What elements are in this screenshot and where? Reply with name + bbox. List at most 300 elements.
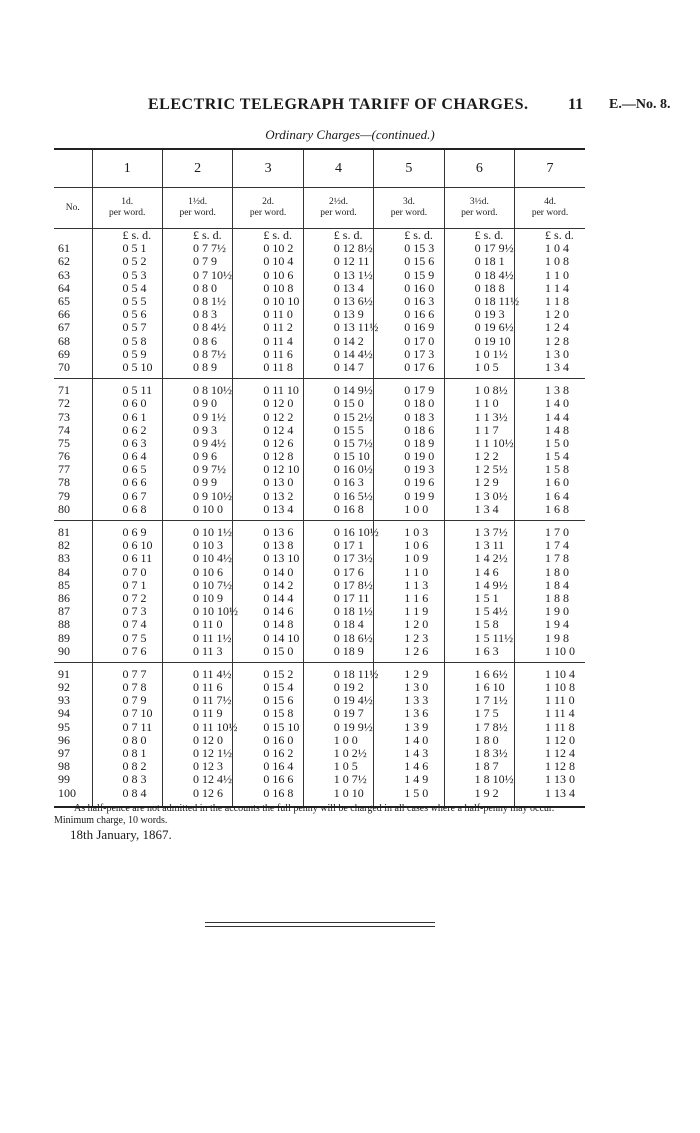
- charge-cell: 1 4 0: [515, 397, 585, 410]
- charge-cell: 0 14 10: [233, 631, 303, 644]
- charge-cell: 0 10 3: [162, 539, 232, 552]
- charge-cell: 1 1 0: [374, 566, 444, 579]
- rate-header: 2d. per word.: [233, 188, 303, 229]
- charge-cell: 1 1 10½: [444, 437, 514, 450]
- charge-cell: 0 16 3: [374, 295, 444, 308]
- charge-cell: 0 16 0: [233, 734, 303, 747]
- units-label: £ s. d.: [444, 229, 514, 243]
- charge-cell: 0 12 8½: [303, 242, 373, 255]
- row-number: 75: [58, 435, 70, 450]
- closing-rule: [205, 922, 435, 923]
- charge-cell: 0 10 1½: [162, 526, 232, 539]
- column-number: 1: [92, 149, 162, 188]
- charge-cell: 0 16 8: [303, 503, 373, 516]
- charge-cell: 1 0 3: [374, 526, 444, 539]
- charge-cell: 0 16 5½: [303, 490, 373, 503]
- row-number: 84: [58, 564, 70, 579]
- charge-cell: 1 1 4: [515, 282, 585, 295]
- charge-cell: 0 8 10½: [162, 384, 232, 397]
- charge-cell: 0 18 3: [374, 410, 444, 423]
- charge-cell: 1 5 4: [515, 450, 585, 463]
- charge-cell: 0 7 9: [162, 255, 232, 268]
- charge-cell: 0 6 4: [92, 450, 162, 463]
- charge-cell: 1 13 4: [515, 787, 585, 800]
- charge-cell: 0 15 10: [233, 721, 303, 734]
- charge-cell: 0 7 11: [92, 721, 162, 734]
- charge-cell: 0 5 8: [92, 335, 162, 348]
- charge-cell: 1 0 9: [374, 552, 444, 565]
- charge-cell: 0 8 1: [92, 747, 162, 760]
- charge-cell: 0 13 2: [233, 490, 303, 503]
- charge-cell: 1 8 3½: [444, 747, 514, 760]
- charge-cell: 1 4 6: [374, 760, 444, 773]
- column-number-blank: [54, 149, 92, 188]
- charge-cell: 1 1 0: [515, 269, 585, 282]
- charge-cell: 0 5 5: [92, 295, 162, 308]
- charge-cell: 0 19 9½: [303, 721, 373, 734]
- charge-cell: 0 10 4½: [162, 552, 232, 565]
- charge-cell: 1 0 10: [303, 787, 373, 800]
- charge-cell: 0 15 2: [233, 668, 303, 681]
- charge-cell: 0 17 8½: [303, 579, 373, 592]
- closing-rule: [205, 926, 435, 927]
- column-number: 3: [233, 149, 303, 188]
- charge-cell: 0 18 8: [444, 282, 514, 295]
- charge-cell: 1 5 0: [374, 787, 444, 800]
- table-row: [54, 526, 585, 539]
- charge-cell: 1 7 4: [515, 539, 585, 552]
- charge-cell: 0 19 2: [303, 681, 373, 694]
- table-row: [54, 631, 585, 644]
- charge-cell: 0 15 10: [303, 450, 373, 463]
- charge-cell: 1 2 9: [444, 476, 514, 489]
- row-number: 70: [58, 359, 70, 374]
- row-number: 100: [58, 785, 76, 800]
- charge-cell: 0 8 0: [92, 734, 162, 747]
- charge-cell: 0 18 6: [374, 424, 444, 437]
- row-number: 89: [58, 630, 70, 645]
- charge-cell: 0 6 6: [92, 476, 162, 489]
- charge-cell: 0 18 4½: [444, 269, 514, 282]
- table-row: [54, 490, 585, 503]
- row-number: 71: [58, 383, 70, 398]
- charge-cell: 0 18 6½: [303, 631, 373, 644]
- charge-cell: 0 11 3: [162, 645, 232, 658]
- charge-cell: 0 17 6: [374, 361, 444, 374]
- charge-cell: 0 10 9: [162, 592, 232, 605]
- charge-cell: 0 17 9: [374, 384, 444, 397]
- row-number: 69: [58, 346, 70, 361]
- charge-cell: 0 5 10: [92, 361, 162, 374]
- charge-cell: 0 17 11: [303, 592, 373, 605]
- table-row: [54, 410, 585, 423]
- charge-cell: 0 15 5: [303, 424, 373, 437]
- row-number: 72: [58, 396, 70, 411]
- table-row: [54, 579, 585, 592]
- charge-cell: 1 11 4: [515, 707, 585, 720]
- charge-cell: 0 8 9: [162, 361, 232, 374]
- charge-cell: 0 6 2: [92, 424, 162, 437]
- table-row: [54, 437, 585, 450]
- charge-cell: 0 11 10: [233, 384, 303, 397]
- charge-cell: 0 10 2: [233, 242, 303, 255]
- charge-cell: 0 7 3: [92, 605, 162, 618]
- charge-cell: 0 17 9½: [444, 242, 514, 255]
- charge-cell: 0 16 10½: [303, 526, 373, 539]
- charge-cell: 1 2 8: [515, 335, 585, 348]
- units-label: £ s. d.: [515, 229, 585, 243]
- charge-cell: 0 18 11½: [303, 668, 373, 681]
- charge-cell: 1 3 3: [374, 694, 444, 707]
- charge-cell: 1 10 0: [515, 645, 585, 658]
- charge-cell: 1 1 6: [374, 592, 444, 605]
- charge-cell: 0 8 6: [162, 335, 232, 348]
- table-row: [54, 282, 585, 295]
- table-row: [54, 681, 585, 694]
- charge-cell: 1 5 8: [515, 463, 585, 476]
- table-row: [54, 503, 585, 516]
- charge-cell: 0 14 4½: [303, 348, 373, 361]
- charge-cell: 0 11 2: [233, 321, 303, 334]
- table-row: [54, 773, 585, 786]
- charge-cell: 0 15 4: [233, 681, 303, 694]
- charge-cell: 0 7 9: [92, 694, 162, 707]
- footnote: As half-pence are not admitted in the accounts the full penny will be charged in all cases where a half-penny may occur. Minimum charge, 10 words.: [54, 803, 555, 826]
- charge-cell: 1 0 2½: [303, 747, 373, 760]
- charge-cell: 0 19 9: [374, 490, 444, 503]
- charge-cell: 1 11 0: [515, 694, 585, 707]
- charge-cell: 1 8 4: [515, 579, 585, 592]
- document-reference: E.—No. 8.: [609, 97, 671, 112]
- charge-cell: 1 0 6: [374, 539, 444, 552]
- row-number: 91: [58, 666, 70, 681]
- charge-cell: 0 13 9: [303, 308, 373, 321]
- charge-cell: 1 2 9: [374, 668, 444, 681]
- charge-cell: 0 13 1½: [303, 269, 373, 282]
- row-number: 67: [58, 320, 70, 335]
- charge-cell: 0 19 6½: [444, 321, 514, 334]
- row-number: 95: [58, 719, 70, 734]
- row-number: 94: [58, 706, 70, 721]
- charge-cell: 0 14 4: [233, 592, 303, 605]
- charge-cell: 0 7 7½: [162, 242, 232, 255]
- charge-cell: 0 14 2: [233, 579, 303, 592]
- table-row: [54, 269, 585, 282]
- charge-cell: 0 12 6: [162, 787, 232, 800]
- table-row: [54, 618, 585, 631]
- charge-cell: 0 18 4: [303, 618, 373, 631]
- table-row: [54, 592, 585, 605]
- charge-cell: 0 19 6: [374, 476, 444, 489]
- charge-cell: 1 4 9½: [444, 579, 514, 592]
- charge-cell: 0 15 0: [233, 645, 303, 658]
- row-number: 97: [58, 746, 70, 761]
- charge-cell: 0 15 7½: [303, 437, 373, 450]
- charge-cell: 0 11 0: [233, 308, 303, 321]
- charge-cell: 1 5 1: [444, 592, 514, 605]
- rate-header: 3½d. per word.: [444, 188, 514, 229]
- table-row: [54, 321, 585, 334]
- row-number: 80: [58, 501, 70, 516]
- charge-cell: 0 17 0: [374, 335, 444, 348]
- row-number: 90: [58, 643, 70, 658]
- column-number: 2: [162, 149, 232, 188]
- charge-cell: 1 11 8: [515, 721, 585, 734]
- charge-cell: 0 11 4: [233, 335, 303, 348]
- row-number: 61: [58, 241, 70, 256]
- charge-cell: 1 8 0: [444, 734, 514, 747]
- row-number: 99: [58, 772, 70, 787]
- table-row: [54, 668, 585, 681]
- row-number: 88: [58, 617, 70, 632]
- charge-cell: 0 7 8: [92, 681, 162, 694]
- charge-cell: 0 7 1: [92, 579, 162, 592]
- row-number: 98: [58, 759, 70, 774]
- table-row: [54, 308, 585, 321]
- charge-cell: 1 0 4: [515, 242, 585, 255]
- charge-cell: 0 15 9: [374, 269, 444, 282]
- charge-cell: 1 0 0: [374, 503, 444, 516]
- page-number: 11: [568, 96, 584, 113]
- charge-cell: 0 16 0½: [303, 463, 373, 476]
- charge-cell: 0 15 0: [303, 397, 373, 410]
- charge-cell: 1 5 0: [515, 437, 585, 450]
- charge-cell: 1 3 0½: [444, 490, 514, 503]
- charge-cell: 0 12 6: [233, 437, 303, 450]
- charge-cell: 0 17 3: [374, 348, 444, 361]
- charge-cell: 0 14 9½: [303, 384, 373, 397]
- charge-cell: 0 18 1½: [303, 605, 373, 618]
- charge-cell: 0 13 6½: [303, 295, 373, 308]
- charge-cell: 0 6 3: [92, 437, 162, 450]
- table-row: [54, 734, 585, 747]
- row-number: 83: [58, 551, 70, 566]
- no-header: No.: [54, 188, 92, 229]
- row-number: 81: [58, 525, 70, 540]
- charge-cell: 1 10 8: [515, 681, 585, 694]
- charge-cell: 0 18 9: [303, 645, 373, 658]
- charge-cell: 0 19 0: [374, 450, 444, 463]
- charge-cell: 1 8 8: [515, 592, 585, 605]
- row-number: 85: [58, 577, 70, 592]
- row-number: 87: [58, 604, 70, 619]
- units-label: £ s. d.: [92, 229, 162, 243]
- row-number: 79: [58, 488, 70, 503]
- charge-cell: 1 6 4: [515, 490, 585, 503]
- charge-cell: 1 7 1½: [444, 694, 514, 707]
- charge-cell: 1 3 9: [374, 721, 444, 734]
- table-row: [54, 361, 585, 374]
- charge-cell: 0 13 4: [303, 282, 373, 295]
- charge-cell: 0 18 0: [374, 397, 444, 410]
- charge-cell: 0 6 10: [92, 539, 162, 552]
- row-number: 73: [58, 409, 70, 424]
- charge-cell: 1 9 2: [444, 787, 514, 800]
- charge-cell: 1 4 2½: [444, 552, 514, 565]
- charge-cell: 0 15 6: [374, 255, 444, 268]
- charge-cell: 1 1 9: [374, 605, 444, 618]
- units-label: £ s. d.: [162, 229, 232, 243]
- row-number: 66: [58, 307, 70, 322]
- charge-cell: 0 14 7: [303, 361, 373, 374]
- charge-cell: 1 0 8: [515, 255, 585, 268]
- charge-cell: 0 5 1: [92, 242, 162, 255]
- charge-cell: 1 3 7½: [444, 526, 514, 539]
- charge-cell: 0 9 0: [162, 397, 232, 410]
- row-number: 82: [58, 538, 70, 553]
- charge-cell: 0 12 3: [162, 760, 232, 773]
- charge-cell: 0 11 10½: [162, 721, 232, 734]
- charge-cell: 0 8 4: [92, 787, 162, 800]
- charge-cell: 1 9 8: [515, 631, 585, 644]
- charge-cell: 0 16 8: [233, 787, 303, 800]
- charge-cell: 0 12 8: [233, 450, 303, 463]
- charge-cell: 1 4 3: [374, 747, 444, 760]
- charge-cell: 0 16 9: [374, 321, 444, 334]
- charge-cell: 0 15 2½: [303, 410, 373, 423]
- table-row: [54, 721, 585, 734]
- charge-cell: 0 18 9: [374, 437, 444, 450]
- charge-cell: 1 6 8: [515, 503, 585, 516]
- charge-cell: 0 15 8: [233, 707, 303, 720]
- charge-cell: 0 15 6: [233, 694, 303, 707]
- row-number: 65: [58, 294, 70, 309]
- charge-cell: 1 12 0: [515, 734, 585, 747]
- charge-cell: 1 1 0: [444, 397, 514, 410]
- charge-cell: 1 0 5: [444, 361, 514, 374]
- charge-cell: 1 4 8: [515, 424, 585, 437]
- units-blank: [54, 229, 92, 243]
- charge-cell: 0 6 11: [92, 552, 162, 565]
- charge-cell: 0 16 0: [374, 282, 444, 295]
- charge-cell: 0 8 4½: [162, 321, 232, 334]
- charge-cell: 1 12 8: [515, 760, 585, 773]
- charge-cell: 0 5 3: [92, 269, 162, 282]
- column-number-row: [54, 149, 585, 188]
- charge-cell: 0 6 5: [92, 463, 162, 476]
- charge-cell: 1 1 8: [515, 295, 585, 308]
- charge-cell: 1 0 7½: [303, 773, 373, 786]
- table-row: [54, 760, 585, 773]
- rate-header: 1d. per word.: [92, 188, 162, 229]
- rate-header: 2½d. per word.: [303, 188, 373, 229]
- charge-cell: 0 6 1: [92, 410, 162, 423]
- charge-cell: 0 9 4½: [162, 437, 232, 450]
- charge-cell: 0 11 6: [233, 348, 303, 361]
- row-number: 64: [58, 280, 70, 295]
- charge-cell: 0 12 2: [233, 410, 303, 423]
- charge-cell: 1 5 8: [444, 618, 514, 631]
- charge-cell: 0 9 3: [162, 424, 232, 437]
- units-label: £ s. d.: [374, 229, 444, 243]
- charge-cell: 0 13 4: [233, 503, 303, 516]
- charge-cell: 1 4 0: [374, 734, 444, 747]
- row-number: 92: [58, 680, 70, 695]
- charge-cell: 1 3 8: [515, 384, 585, 397]
- charge-cell: 1 2 0: [374, 618, 444, 631]
- charge-cell: 0 7 0: [92, 566, 162, 579]
- charge-cell: 0 8 2: [92, 760, 162, 773]
- charge-cell: 0 10 10½: [162, 605, 232, 618]
- charge-cell: 0 8 3: [162, 308, 232, 321]
- charge-cell: 1 0 8½: [444, 384, 514, 397]
- column-number: 5: [374, 149, 444, 188]
- charge-cell: 1 3 11: [444, 539, 514, 552]
- charge-cell: 1 7 8: [515, 552, 585, 565]
- charge-cell: 0 16 4: [233, 760, 303, 773]
- charge-cell: 1 7 5: [444, 707, 514, 720]
- charge-cell: 1 12 4: [515, 747, 585, 760]
- charge-cell: 0 16 6: [233, 773, 303, 786]
- charge-cell: 1 8 10½: [444, 773, 514, 786]
- table-subtitle: Ordinary Charges—(continued.): [265, 127, 435, 142]
- row-number: 93: [58, 693, 70, 708]
- charge-cell: 0 17 1: [303, 539, 373, 552]
- charge-cell: 1 9 0: [515, 605, 585, 618]
- charge-cell: 1 7 0: [515, 526, 585, 539]
- charge-cell: 0 7 2: [92, 592, 162, 605]
- charge-cell: 1 0 5: [303, 760, 373, 773]
- charge-cell: 0 12 1½: [162, 747, 232, 760]
- charge-cell: 1 3 4: [515, 361, 585, 374]
- charge-cell: 1 6 6½: [444, 668, 514, 681]
- column-number: 4: [303, 149, 373, 188]
- table-row: [54, 397, 585, 410]
- page-title: ELECTRIC TELEGRAPH TARIFF OF CHARGES.: [148, 96, 529, 113]
- table-row: [54, 566, 585, 579]
- charge-cell: 0 11 4½: [162, 668, 232, 681]
- units-row: [54, 229, 585, 243]
- charge-cell: 1 2 2: [444, 450, 514, 463]
- charge-cell: 1 4 6: [444, 566, 514, 579]
- charge-cell: 0 17 3½: [303, 552, 373, 565]
- charge-cell: 0 10 10: [233, 295, 303, 308]
- row-number: 74: [58, 422, 70, 437]
- charge-cell: 0 9 9: [162, 476, 232, 489]
- charge-cell: 1 3 6: [374, 707, 444, 720]
- row-number: 96: [58, 732, 70, 747]
- charge-cell: 0 13 6: [233, 526, 303, 539]
- charge-cell: 1 6 3: [444, 645, 514, 658]
- charge-cell: 0 5 2: [92, 255, 162, 268]
- charge-cell: 1 1 7: [444, 424, 514, 437]
- charge-cell: 0 12 11: [303, 255, 373, 268]
- charge-cell: 0 14 8: [233, 618, 303, 631]
- table-row: [54, 255, 585, 268]
- column-number: 6: [444, 149, 514, 188]
- charge-cell: 0 7 10: [92, 707, 162, 720]
- table-row: [54, 552, 585, 565]
- table-row: [54, 476, 585, 489]
- charge-cell: 0 12 0: [162, 734, 232, 747]
- charge-cell: 1 7 8½: [444, 721, 514, 734]
- charge-cell: 1 1 3: [374, 579, 444, 592]
- charge-cell: 0 6 8: [92, 503, 162, 516]
- charge-cell: 1 5 4½: [444, 605, 514, 618]
- charge-cell: 0 7 5: [92, 631, 162, 644]
- rate-header: 1½d. per word.: [162, 188, 232, 229]
- charge-cell: 0 12 0: [233, 397, 303, 410]
- charge-cell: 1 2 4: [515, 321, 585, 334]
- charge-cell: 0 16 2: [233, 747, 303, 760]
- row-number: 78: [58, 475, 70, 490]
- charge-cell: 1 5 11½: [444, 631, 514, 644]
- charge-cell: 0 12 4: [233, 424, 303, 437]
- row-number: 63: [58, 267, 70, 282]
- charge-cell: 0 8 1½: [162, 295, 232, 308]
- charge-cell: 1 2 6: [374, 645, 444, 658]
- charge-cell: 0 19 3: [374, 463, 444, 476]
